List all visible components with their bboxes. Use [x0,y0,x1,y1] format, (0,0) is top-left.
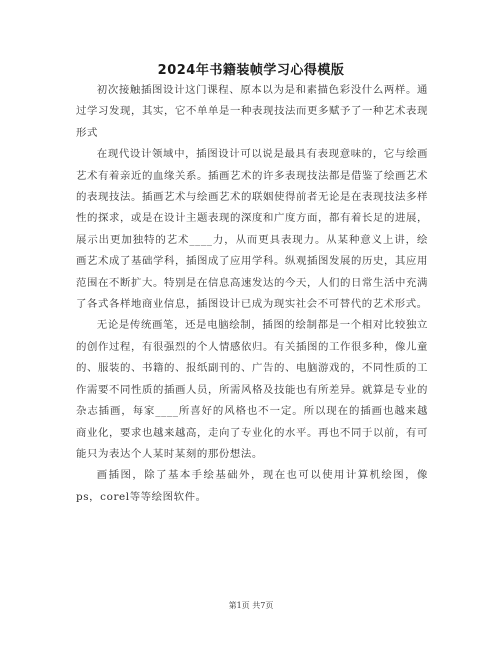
document-body [76,80,428,508]
document-title: 2024年书籍装帧学习心得模版 [157,63,345,78]
paragraph-1: 初次接触插图设计这门课程、原本以为是和素描色彩没什么两样。通过学习发现，其实，它不单单是一种表现技法而更多赋予了一种艺术表现形式 [76,84,428,139]
paragraph-4: 画插图，除了基本手绘基础外，现在也可以使用计算机绘图，像ps，corel等等绘图软件。 [76,469,428,503]
paragraph-3: 无论是传统画笔，还是电脑绘制，插图的绘制都是一个相对比较独立的创作过程，有很强烈的个人情感依归。有关插图的工作很多种，像儿童的、服装的、书籍的、报纸副刊的、广告的、电脑游戏的，不同性质的工作需要不同性质的插画人员，所需风格及技能也有所差异。就算是专业的杂志插画，每家____所喜好的风格也不一定。所以现在的插画也越来越商业化，要求也越来越高，走向了专业化的水平。再也不同于以前，有可能只为表达个人某时某刻的那份想法。 [76,319,428,460]
page-number-footer: 第1页 共7页 [228,601,274,610]
paragraph-2: 在现代设计领域中，插图设计可以说是最具有表现意味的，它与绘画艺术有着亲近的血缘关系。插画艺术的许多表现技法都是借鉴了绘画艺术的表现技法。插画艺术与绘画艺术的联姻使得前者无论是在表现技法多样性的探求，或是在设计主题表现的深度和广度方面，都有着长足的进展，展示出更加独特的艺术____力，从而更具表现力。从某种意义上讲，绘画艺术成了基础学科，插图成了应用学科。纵观插图发展的历史，其应用范围在不断扩大。特别是在信息高速发达的今天，人们的日常生活中充满了各式各样地商业信息，插图设计已成为现实社会不可替代的艺术形式。 [76,148,428,311]
